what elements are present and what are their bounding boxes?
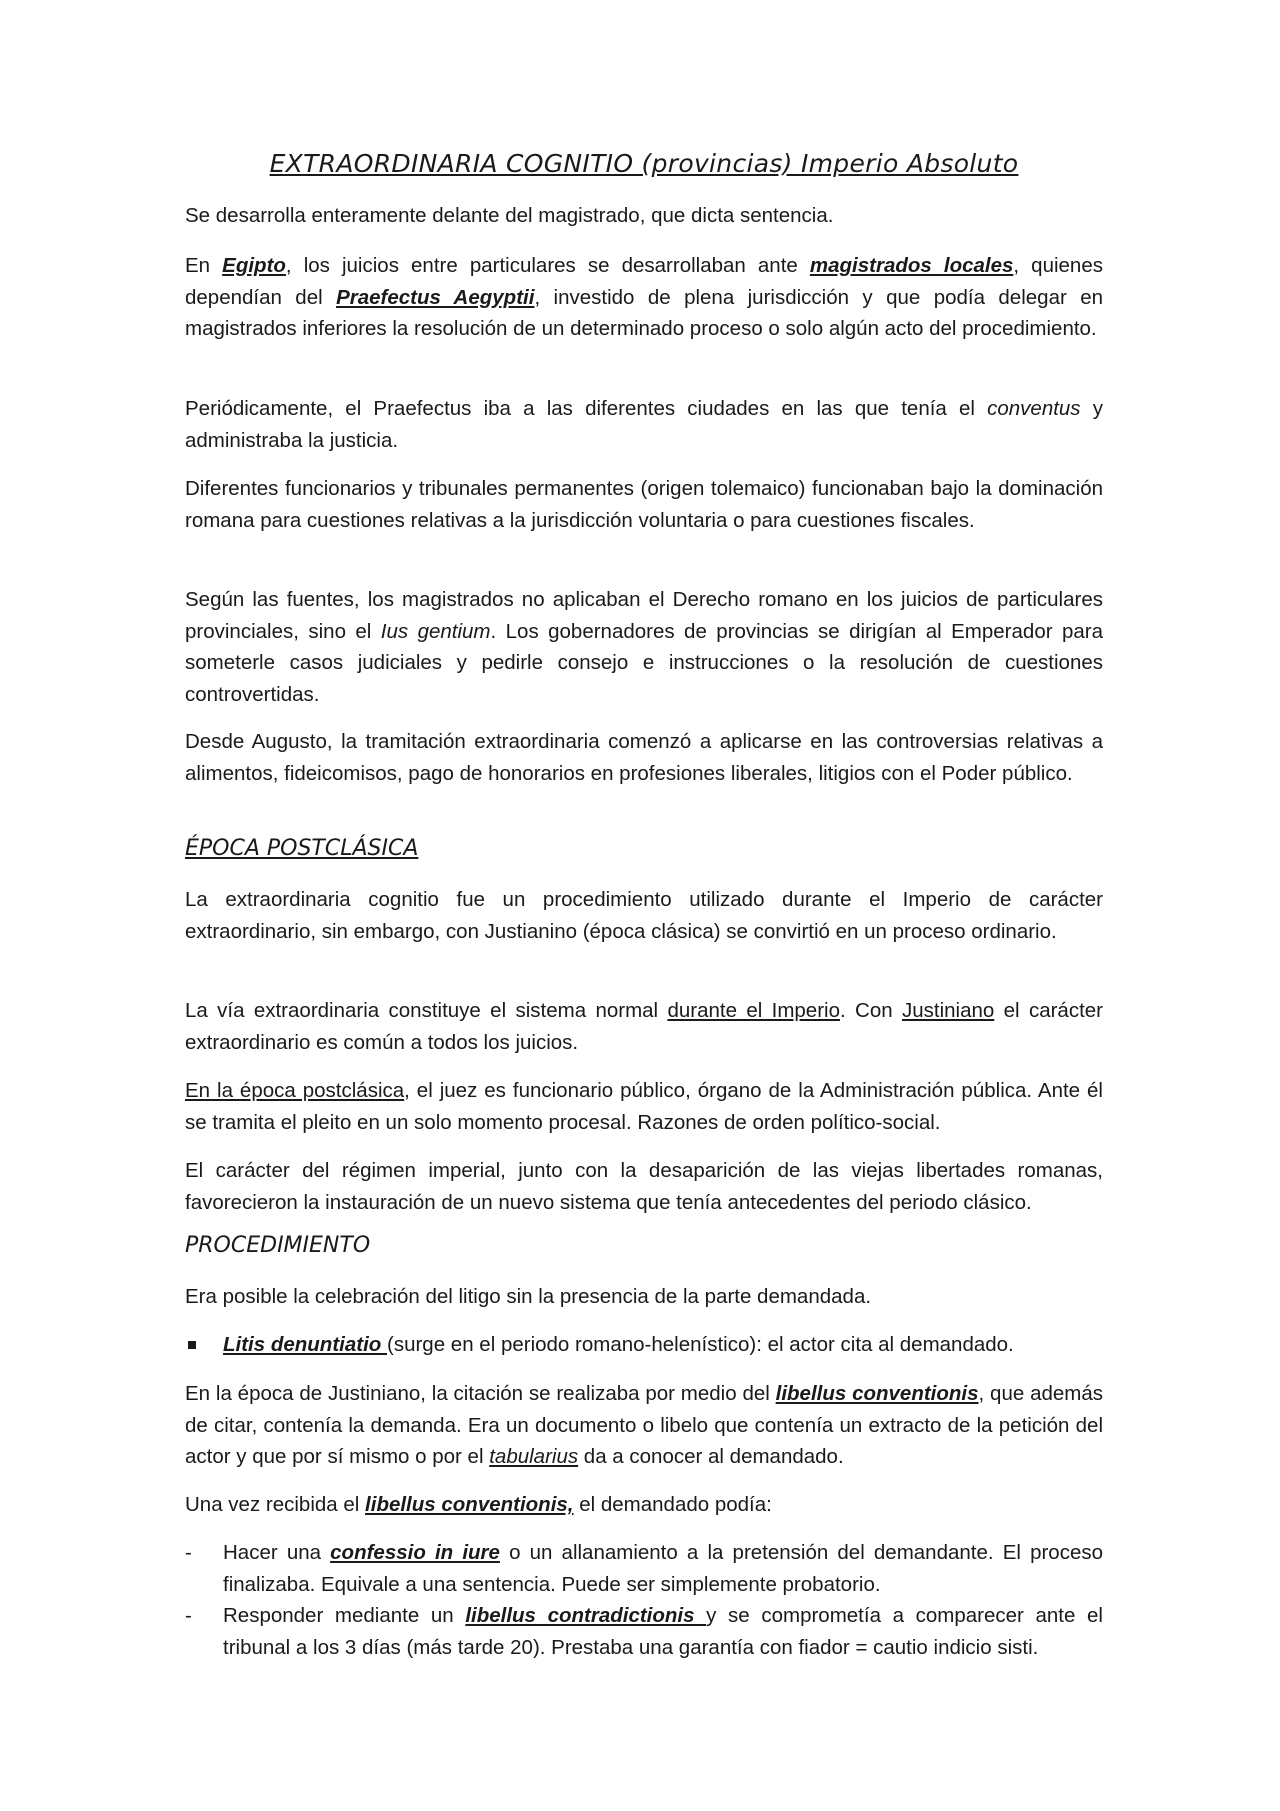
term-conventus: conventus bbox=[987, 397, 1081, 420]
text-run: En bbox=[185, 254, 223, 277]
text-run: da a conocer al demandado. bbox=[578, 1445, 844, 1468]
heading-epoca-postclasica: ÉPOCA POSTCLÁSICA bbox=[185, 836, 419, 861]
term-ius-gentium: Ius gentium bbox=[380, 619, 491, 643]
text-run: Una vez recibida el bbox=[185, 1493, 366, 1516]
paragraph-fuentes bbox=[185, 584, 1103, 710]
paragraph-cognitio bbox=[185, 884, 1103, 947]
square-bullet-icon bbox=[188, 1341, 196, 1349]
text-run: el carácter extraordinario es común a todos los juicios. bbox=[185, 999, 1103, 1054]
text-run: el demandado podía: bbox=[573, 1493, 772, 1516]
paragraph-augusto bbox=[185, 726, 1103, 789]
paragraph-funcionarios bbox=[185, 473, 1103, 536]
paragraph-epoca-postclasica bbox=[185, 1075, 1103, 1138]
text-run: Hacer una bbox=[223, 1541, 331, 1564]
text-run: , investido de plena jurisdicción y que podía delegar en magistrados inferiores la resolución de un determinado proceso o solo algún acto del procedimiento. bbox=[185, 285, 1104, 340]
bullet-content bbox=[223, 1329, 1103, 1361]
text-run: (surge en el periodo romano-helenístico): el actor cita al demandado. bbox=[387, 1333, 1014, 1356]
term-justiniano: Justiniano bbox=[901, 999, 995, 1022]
dash-content bbox=[223, 1537, 1103, 1600]
text-run: La vía extraordinaria constituye el sistema normal bbox=[185, 999, 668, 1022]
text-run: o un allanamiento a la pretensión del demandante. El proceso finalizaba. Equivale a una sentencia. Puede ser simplemente probatorio. bbox=[223, 1541, 1103, 1596]
text-run: , quienes dependían del bbox=[185, 254, 1103, 309]
paragraph-justiniano-citacion bbox=[185, 1378, 1103, 1473]
paragraph-regimen-imperial bbox=[185, 1155, 1103, 1218]
text-run: Responder mediante un bbox=[223, 1604, 466, 1627]
term-litis-denuntiatio: Litis denuntiatio bbox=[223, 1333, 387, 1356]
term-tabularius: tabularius bbox=[489, 1445, 579, 1468]
paragraph-text: El carácter del régimen imperial, junto con la desaparición de las viejas libertades romanas, favorecieron la instauración de un nuevo sistema que tenía antecedentes del periodo clásico. bbox=[185, 1159, 1103, 1214]
text-run: , el juez es funcionario público, órgano de la Administración pública. Ante él se tramita el pleito en un solo momento procesal. Razones de orden político-social. bbox=[185, 1079, 1103, 1134]
heading-procedimiento: PROCEDIMIENTO bbox=[185, 1233, 371, 1258]
term-egipto: Egipto bbox=[222, 254, 286, 277]
term-confessio-in-iure: confessio in iure bbox=[330, 1541, 500, 1564]
term-durante-el-imperio: durante el Imperio bbox=[667, 999, 840, 1022]
paragraph-text: Se desarrolla enteramente delante del magistrado, que dicta sentencia. bbox=[185, 204, 834, 227]
text-run: Según las fuentes, los magistrados no aplicaban el Derecho romano en los juicios de particulares provinciales, sino el bbox=[185, 588, 1103, 643]
text-run: , los juicios entre particulares se desarrollaban ante bbox=[285, 254, 810, 277]
text-run: , que además de citar, contenía la demanda. Era un documento o libelo que contenía un extracto de la petición del actor y que por sí mismo o por el bbox=[185, 1382, 1103, 1468]
document-title: EXTRAORDINARIA COGNITIO (provincias) Imperio Absoluto bbox=[269, 149, 1019, 178]
text-run: . Con bbox=[839, 999, 902, 1022]
bullet-item-litis-denuntiatio bbox=[185, 1329, 1103, 1361]
dash-item-confessio bbox=[185, 1537, 1103, 1600]
paragraph-litigo bbox=[185, 1281, 1103, 1313]
dash-content bbox=[223, 1600, 1103, 1663]
paragraph-intro bbox=[185, 200, 1103, 232]
text-run: En la época de Justiniano, la citación se realizaba por medio del bbox=[185, 1382, 776, 1405]
paragraph-text: Diferentes funcionarios y tribunales permanentes (origen tolemaico) funcionaban bajo la dominación romana para cuestiones relativas a la jurisdicción voluntaria o para cuestiones fiscales. bbox=[185, 477, 1103, 532]
term-libellus-contradictionis: libellus contradictionis bbox=[465, 1604, 707, 1627]
paragraph-text: La extraordinaria cognitio fue un procedimiento utilizado durante el Imperio de carácter extraordinario, sin embargo, con Justianino (época clásica) se convirtió en un proceso ordinario. bbox=[185, 888, 1103, 943]
dash-marker: - bbox=[185, 1604, 192, 1627]
text-run: y administraba la justicia. bbox=[185, 397, 1103, 452]
text-run: . Los gobernadores de provincias se dirigían al Emperador para someterle casos judiciales y pedirle consejo e instrucciones o la resolución de cuestiones controvertidas. bbox=[185, 619, 1103, 706]
dash-item-contradictionis bbox=[185, 1600, 1103, 1663]
text-run: y se comprometía a comparecer ante el tribunal a los 3 días (más tarde 20). Prestaba una garantía con fiador = cautio indicio sisti. bbox=[223, 1604, 1103, 1659]
paragraph-egipto bbox=[185, 250, 1103, 345]
term-magistrados-locales: magistrados locales bbox=[809, 254, 1014, 277]
text-run: Periódicamente, el Praefectus iba a las diferentes ciudades en las que tenía el bbox=[185, 397, 988, 420]
term-libellus-conventionis: libellus conventionis bbox=[775, 1382, 979, 1405]
term-praefectus-aegyptii: Praefectus Aegyptii bbox=[336, 285, 535, 309]
paragraph-via-extraordinaria bbox=[185, 995, 1103, 1058]
term-libellus-conventionis: libellus conventionis, bbox=[365, 1493, 574, 1516]
paragraph-text: Desde Augusto, la tramitación extraordinaria comenzó a aplicarse en las controversias relativas a alimentos, fideicomisos, pago de honorarios en profesiones liberales, litigios con el Poder público. bbox=[185, 730, 1103, 785]
term-en-la-epoca-postclasica: En la época postclásica bbox=[185, 1079, 405, 1102]
paragraph-text: Era posible la celebración del litigo sin la presencia de la parte demandada. bbox=[185, 1285, 872, 1308]
paragraph-una-vez-recibida bbox=[185, 1489, 1103, 1521]
paragraph-praefectus bbox=[185, 393, 1103, 456]
dash-marker: - bbox=[185, 1541, 192, 1564]
